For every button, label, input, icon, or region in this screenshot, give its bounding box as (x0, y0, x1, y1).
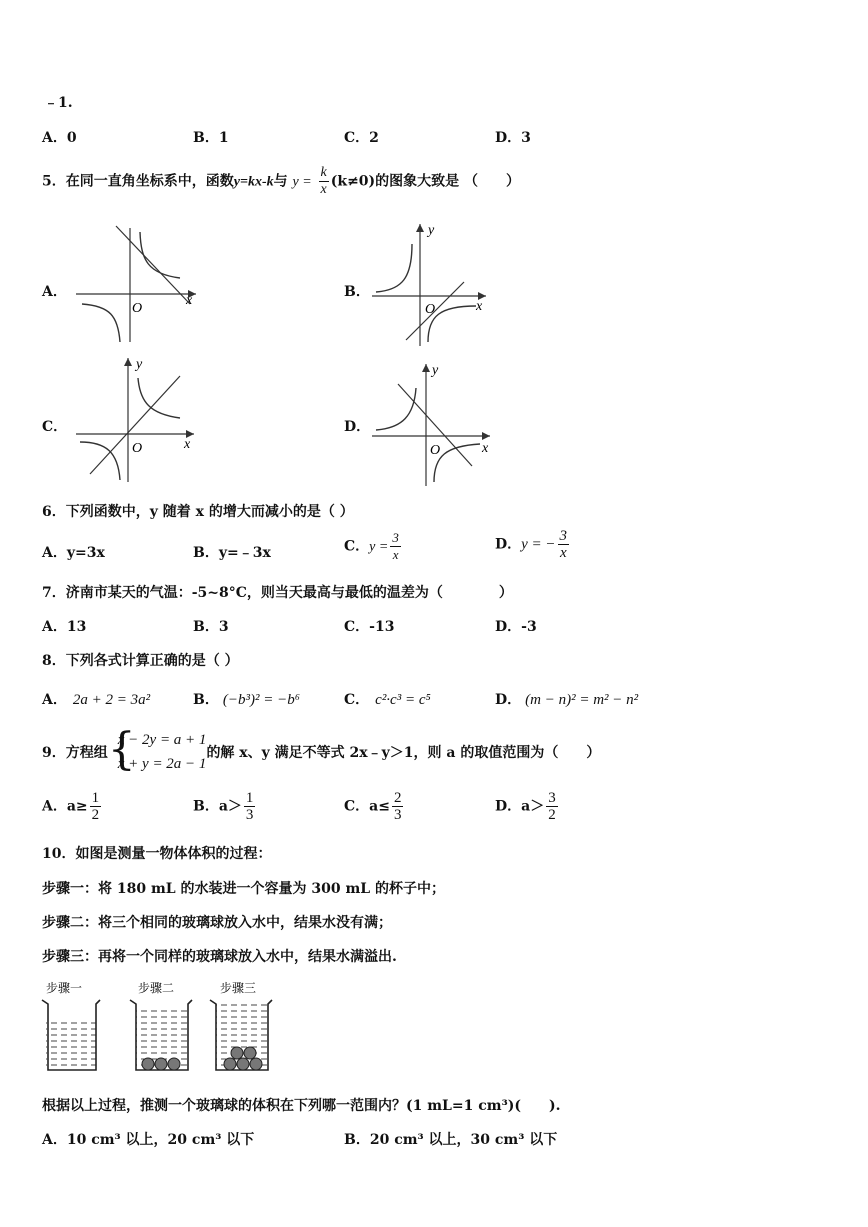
q6-d-num: 3 (559, 528, 568, 544)
glass-ball (155, 1058, 167, 1070)
q8-stem: 8．下列各式计算正确的是（ ） (42, 653, 239, 669)
q9-stem-b: 的解 x、y 满足不等式 2x﹣y＞1，则 a 的取值范围为（ ） (206, 745, 601, 761)
x-label: x (186, 293, 193, 308)
q6-option-d-lhs: y = − (521, 536, 556, 553)
glass-ball (142, 1058, 154, 1070)
q10-option-a: A．10 cm³ 以上，20 cm³ 以下 (42, 1132, 255, 1148)
y-arrow-icon (422, 364, 430, 372)
q8-expr-b: (−b³)² = −b⁶ (222, 692, 300, 708)
cup-2 (130, 1000, 192, 1070)
line-graph (116, 226, 190, 304)
cup-1 (42, 1000, 100, 1070)
q5-eq-y: y = (292, 174, 312, 190)
q5-graph-d (368, 358, 496, 490)
water-fill (46, 1020, 96, 1070)
cup-3 (210, 1000, 272, 1070)
q9-c-den: 3 (393, 807, 402, 823)
hyperbola-branch-2 (82, 304, 120, 342)
q6-option-c-label: C． (344, 538, 370, 555)
cup-label-3: 步骤三 (220, 981, 257, 995)
q9-c-num: 2 (393, 790, 402, 806)
q8-expr-c: c²·c³ = c⁵ (375, 692, 431, 708)
q5-graph-c (70, 352, 200, 486)
x-label: x (184, 437, 191, 452)
q7-option-c: C．-13 (344, 619, 395, 635)
q5-graph-b (368, 218, 493, 350)
q5-func1: y=kx-k (233, 174, 274, 190)
cup-label-1: 步骤一 (46, 981, 83, 995)
q9-a-frac (90, 790, 102, 823)
q10-step2: 步骤二：将三个相同的玻璃球放入水中，结果水没有满； (42, 915, 392, 931)
origin-label: O (430, 443, 441, 458)
q9-option-b (193, 790, 257, 823)
q9-option-a (42, 790, 103, 823)
glass-ball (168, 1058, 180, 1070)
q4-option-c: C．2 (344, 130, 379, 146)
q8-label-a: A． (42, 692, 67, 708)
q5-label-b: B． (344, 284, 370, 300)
glass-ball (250, 1058, 262, 1070)
cups-illustration (40, 978, 280, 1076)
q6-option-a: A．y=3x (42, 545, 105, 561)
q5-label-d: D． (344, 419, 371, 435)
q5-frac-num: k (320, 165, 327, 180)
q10-option-b: B．20 cm³ 以上，30 cm³ 以下 (344, 1132, 558, 1148)
q6-option-d (495, 528, 571, 561)
q10-step1: 步骤一：将 180 mL 的水装进一个容量为 300 mL 的杯子中； (42, 881, 446, 897)
hyperbola-branch-1 (140, 232, 180, 278)
y-arrow-icon (416, 224, 424, 232)
q9-d-label: D．a＞ (495, 798, 545, 815)
x-arrow-icon (482, 432, 490, 440)
q9-d-den: 2 (548, 807, 556, 823)
x-label: x (476, 299, 483, 314)
origin-label: O (132, 441, 143, 456)
q8-expr-a: 2a + 2 = 3a² (72, 692, 151, 708)
q6-option-c-frac (390, 530, 401, 563)
q9-c-frac (392, 790, 404, 823)
q9-a-label: A．a≥ (42, 798, 88, 815)
q7-option-a: A．13 (42, 619, 87, 635)
glass-ball (231, 1047, 243, 1059)
brace-icon: { (107, 724, 136, 775)
q9-b-label: B．a＞ (193, 798, 242, 815)
q6-c-num: 3 (392, 530, 399, 545)
q9-equation-system (107, 724, 207, 776)
q5-frac-den: x (320, 182, 327, 197)
q8-label-b: B． (193, 692, 219, 708)
origin-label: O (132, 301, 143, 316)
glass-ball (224, 1058, 236, 1070)
q6-d-den: x (559, 545, 567, 561)
q9-d-num: 3 (548, 790, 556, 806)
q5-stem-c: 的图象大致是 （ ） (375, 173, 521, 190)
q5-label-c: C． (42, 419, 68, 435)
q10-stem: 10．如图是测量一物体体积的过程： (42, 846, 272, 862)
continued-text: ﹣1. (44, 95, 73, 111)
q9-option-d (495, 790, 560, 823)
q9-b-frac (244, 790, 256, 823)
q7-stem: 7．济南市某天的气温：-5~8°C，则当天最高与最低的温差为（ ） (42, 585, 513, 601)
origin-label: O (425, 302, 436, 317)
q6-option-c-lhs: y = (369, 539, 389, 555)
q9-b-num: 1 (245, 790, 254, 806)
q8-option-c (344, 689, 431, 709)
hyperbola-branch-1 (376, 244, 412, 292)
q9-d-frac (546, 790, 558, 823)
q9-a-den: 2 (91, 807, 100, 823)
q9-b-den: 3 (245, 807, 254, 823)
q6-option-d-frac (558, 528, 570, 561)
q4-option-d: D．3 (495, 130, 531, 146)
q5-cond: (k≠0) (330, 173, 376, 190)
q8-label-d: D． (495, 692, 522, 708)
glass-ball (237, 1058, 249, 1070)
q5-stem-b: 与 (273, 173, 288, 190)
q10-step3: 步骤三：再将一个同样的玻璃球放入水中，结果水满溢出. (42, 949, 397, 965)
q4-option-a: A．0 (42, 130, 77, 146)
q6-c-den: x (392, 547, 399, 562)
line-graph (90, 376, 180, 474)
glass-ball (244, 1047, 256, 1059)
q9-a-num: 1 (91, 790, 100, 806)
y-label: y (136, 357, 143, 372)
q9-eq1: x − 2y = a + 1 (117, 732, 207, 748)
q9-stem (42, 724, 601, 776)
q6-option-d-label: D． (495, 536, 522, 553)
q7-option-b: B．3 (193, 619, 229, 635)
q8-option-a (42, 689, 150, 709)
q9-stem-a: 9．方程组 (42, 745, 108, 761)
q9-option-c (344, 790, 405, 823)
q5-label-a: A． (42, 284, 67, 300)
q8-option-b (193, 689, 300, 709)
q5-stem (42, 165, 520, 198)
q10-question: 根据以上过程，推测一个玻璃球的体积在下列哪一范围内？(1 mL=1 cm³)( ). (42, 1098, 561, 1114)
q9-c-label: C．a≤ (344, 798, 390, 815)
q5-stem-a: 5．在同一直角坐标系中，函数 (42, 173, 234, 190)
q6-stem: 6．下列函数中，y 随着 x 的增大而减小的是（ ） (42, 504, 354, 520)
y-arrow-icon (124, 358, 132, 366)
q8-option-d (495, 689, 638, 709)
q7-option-d: D．-3 (495, 619, 537, 635)
q8-label-c: C． (344, 692, 370, 708)
x-label: x (482, 441, 489, 456)
q4-option-b: B．1 (193, 130, 229, 146)
cup-label-2: 步骤二 (138, 981, 175, 995)
y-label: y (432, 363, 439, 378)
q6-option-b: B．y=﹣3x (193, 545, 271, 561)
hyperbola-branch-1 (376, 388, 416, 430)
q5-fraction (319, 165, 329, 198)
q8-expr-d: (m − n)² = m² − n² (525, 692, 639, 708)
q6-option-c (344, 530, 403, 563)
y-label: y (428, 223, 435, 238)
q9-eq2: x + y = 2a − 1 (117, 756, 207, 772)
q5-graph-a (70, 222, 205, 348)
